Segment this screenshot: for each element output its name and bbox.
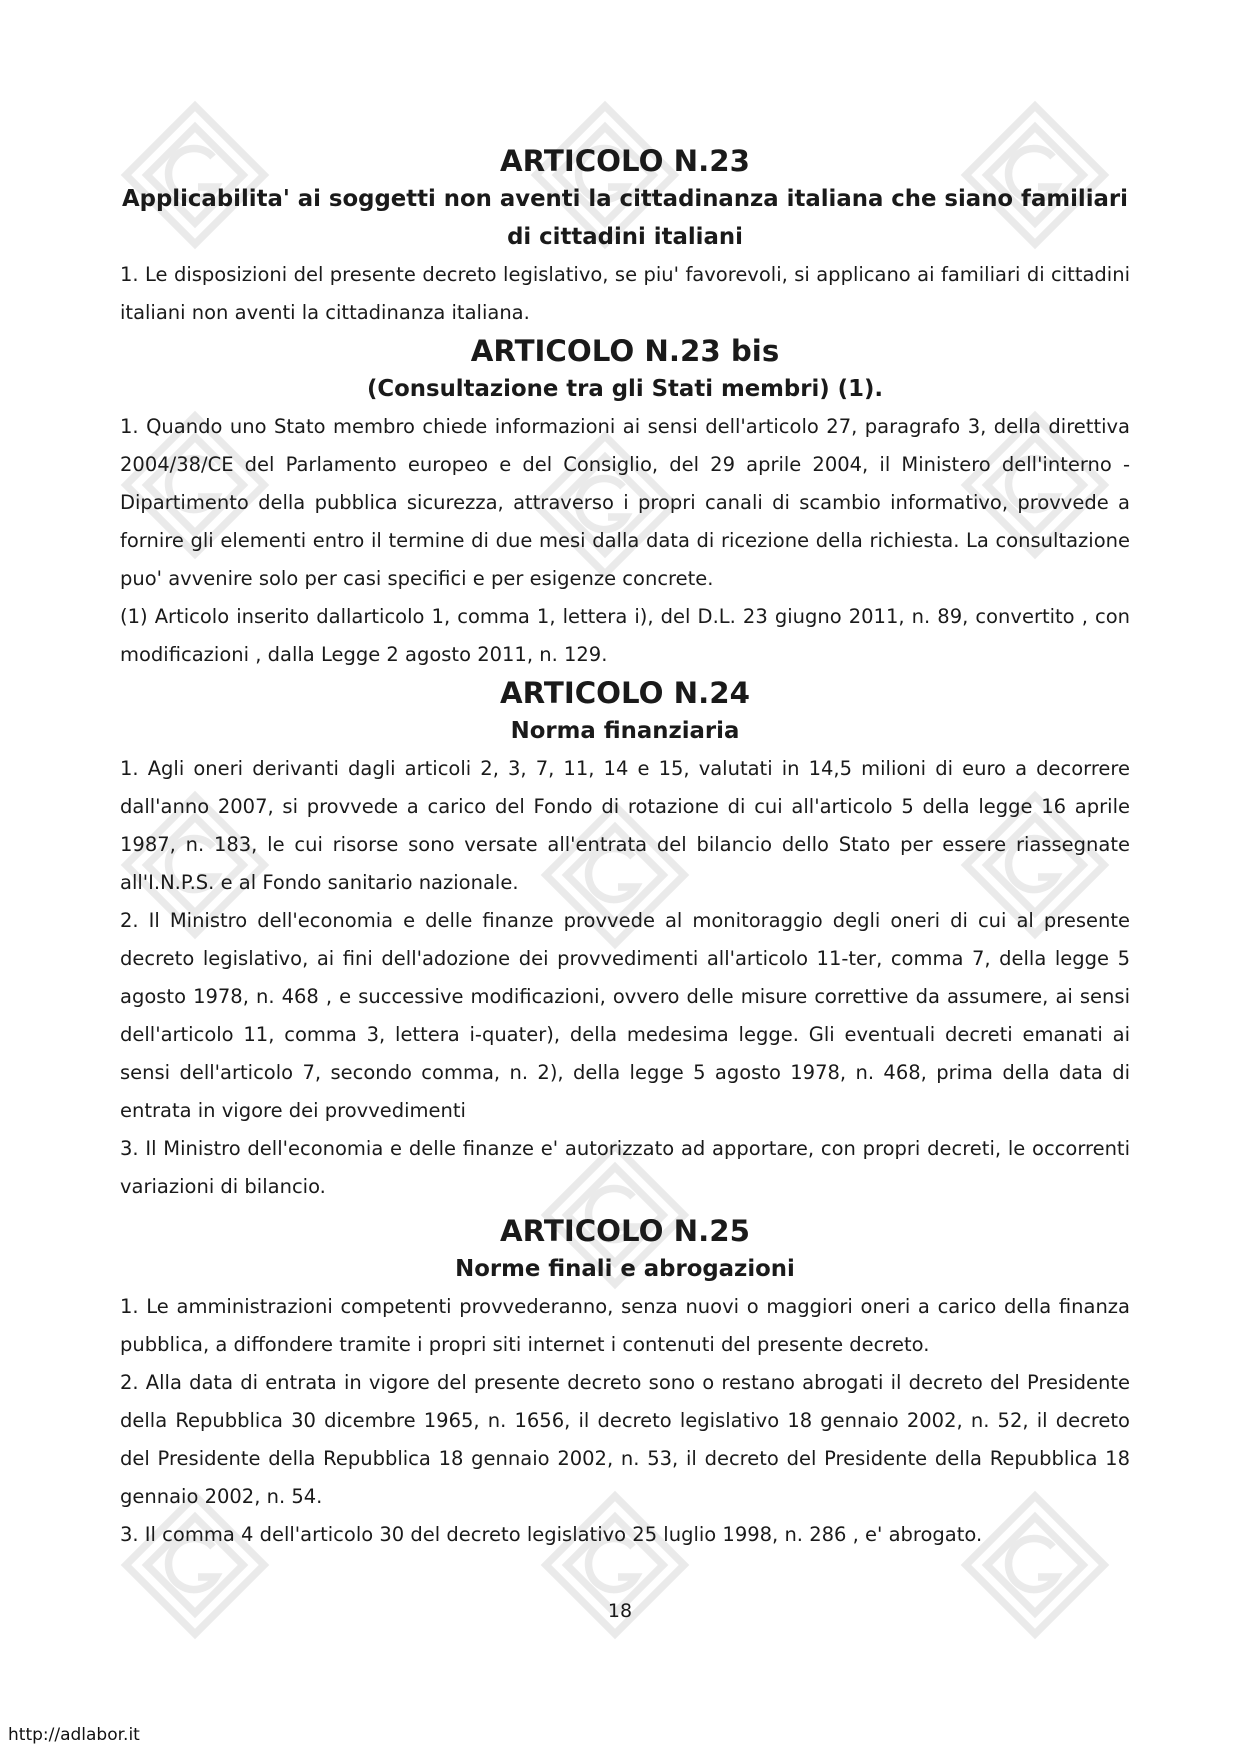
article-25-heading: ARTICOLO N.25 <box>500 1214 750 1248</box>
article-23bis-paragraph-1: 1. Quando uno Stato membro chiede informazioni ai sensi dell'articolo 27, paragrafo 3, della direttiva 2004/38/CE del Parlamento europeo e del Consiglio, del 29 aprile 2004, il Ministero dell'interno - Dipartimento della pubblica sicurezza, attraverso i propri canali di scambio informativo, provvede a fornire gli elementi entro il termine di due mesi dalla data di ricezione della richiesta. La consultazione puo' avvenire solo per casi specifici e per esigenze concrete. <box>120 415 1130 590</box>
article-24-paragraph-3: 3. Il Ministro dell'economia e delle finanze e' autorizzato ad apportare, con propri decreti, le occorrenti variazioni di bilancio. <box>120 1137 1130 1198</box>
document-body <box>120 142 1130 1554</box>
article-24-heading: ARTICOLO N.24 <box>500 676 750 710</box>
article-25-paragraph-1: 1. Le amministrazioni competenti provvederanno, senza nuovi o maggiori oneri a carico della finanza pubblica, a diffondere tramite i propri siti internet i contenuti del presente decreto. <box>120 1295 1130 1356</box>
article-23bis-heading: ARTICOLO N.23 bis <box>470 334 780 368</box>
article-24-paragraph-2: 2. Il Ministro dell'economia e delle finanze provvede al monitoraggio degli oneri di cui al presente decreto legislativo, ai fini dell'adozione dei provvedimenti all'articolo 11-ter, comma 7, della legge 5 agosto 1978, n. 468 , e successive modificazioni, ovvero delle misure correttive da assumere, ai sensi dell'articolo 11, comma 3, lettera i-quater), della medesima legge. Gli eventuali decreti emanati ai sensi dell'articolo 7, secondo comma, n. 2), della legge 5 agosto 1978, n. 468, prima della data di entrata in vigore dei provvedimenti <box>120 909 1130 1122</box>
article-23-paragraph-1: 1. Le disposizioni del presente decreto legislativo, se piu' favorevoli, si applicano ai familiari di cittadini italiani non aventi la cittadinanza italiana. <box>120 263 1130 324</box>
article-25-paragraph-2: 2. Alla data di entrata in vigore del presente decreto sono o restano abrogati il decreto del Presidente della Repubblica 30 dicembre 1965, n. 1656, il decreto legislativo 18 gennaio 2002, n. 52, il decreto del Presidente della Repubblica 18 gennaio 2002, n. 53, il decreto del Presidente della Repubblica 18 gennaio 2002, n. 54. <box>120 1371 1130 1508</box>
article-24-title: Norma finanziaria <box>510 718 740 744</box>
article-25-paragraph-3: 3. Il comma 4 dell'articolo 30 del decreto legislativo 25 luglio 1998, n. 286 , e' abrogato. <box>120 1523 983 1546</box>
footer-url-link[interactable]: http://adlabor.it <box>8 1725 140 1745</box>
article-23bis-footnote: (1) Articolo inserito dallarticolo 1, comma 1, lettera i), del D.L. 23 giugno 2011, n. 89, convertito , con modificazioni , dalla Legge 2 agosto 2011, n. 129. <box>120 605 1130 666</box>
page-number: 18 <box>607 1600 633 1622</box>
article-25-title: Norme finali e abrogazioni <box>455 1256 795 1282</box>
article-23bis-title: (Consultazione tra gli Stati membri) (1). <box>366 376 884 402</box>
article-24-paragraph-1: 1. Agli oneri derivanti dagli articoli 2, 3, 7, 11, 14 e 15, valutati in 14,5 milioni di euro a decorrere dall'anno 2007, si provvede a carico del Fondo di rotazione di cui all'articolo 5 della legge 16 aprile 1987, n. 183, le cui risorse sono versate all'entrata del bilancio dello Stato per essere riassegnate all'I.N.P.S. e al Fondo sanitario nazionale. <box>120 757 1130 894</box>
article-23-heading: ARTICOLO N.23 <box>500 144 750 178</box>
article-23-title: Applicabilita' ai soggetti non aventi la cittadinanza italiana che siano familiari di cittadini italiani <box>122 186 1128 250</box>
